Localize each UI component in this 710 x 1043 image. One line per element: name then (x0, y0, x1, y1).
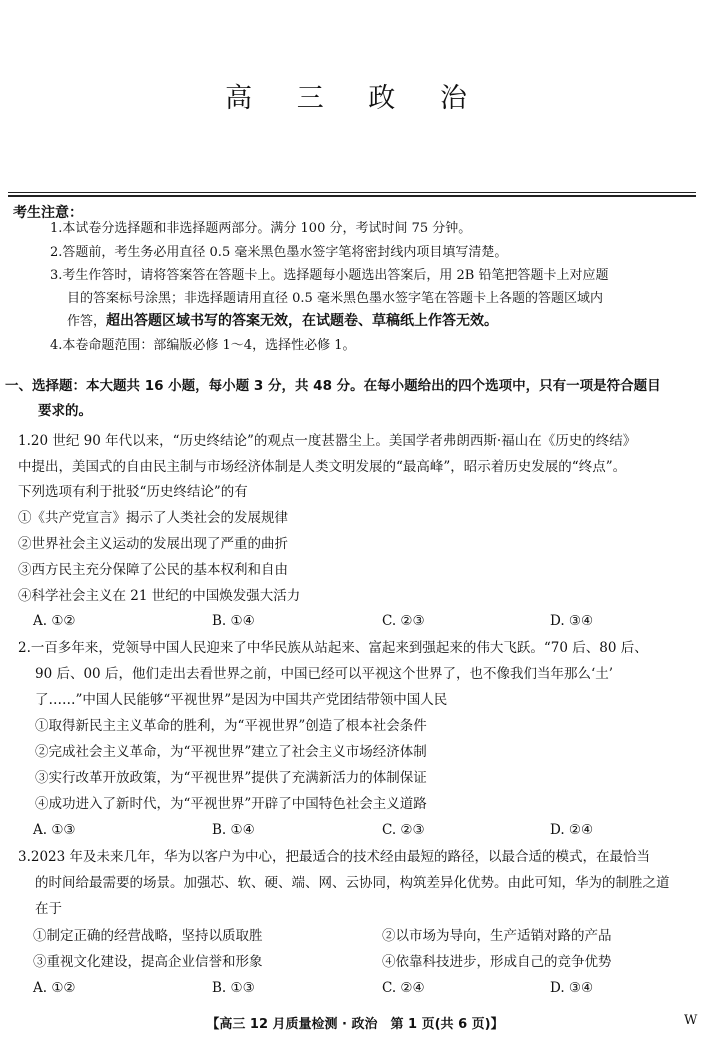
question-item: ③实行改革开放政策，为“平视世界”提供了充满新活力的体制保证 (35, 770, 427, 786)
answer-option-b: B. ①④ (212, 822, 255, 838)
question-item: ①《共产党宣言》揭示了人类社会的发展规律 (18, 510, 288, 526)
notice-heading: 考生注意： (13, 205, 83, 221)
question-item: ③西方民主充分保障了公民的基本权利和自由 (18, 562, 288, 578)
question-stem: 的时间给最需要的场景。加强芯、软、硬、端、网、云协同，构筑差异化优势。由此可知，华为的制胜之道 (35, 875, 670, 891)
question-stem: 在于 (35, 901, 62, 917)
question-item: ①制定正确的经营战略，坚持以质取胜 (33, 928, 263, 944)
page-title: 高 三 政 治 (225, 83, 485, 114)
notice-item: 2.答题前，考生务必用直径 0.5 毫米黑色墨水签字笔将密封线内项目填写清楚。 (50, 245, 508, 260)
answer-option-b: B. ①③ (212, 980, 255, 996)
answer-option-d: D. ③④ (550, 613, 594, 629)
question-item: ①取得新民主主义革命的胜利，为“平视世界”创造了根本社会条件 (35, 718, 427, 734)
question-stem: 1.20 世纪 90 年代以来，“历史终结论”的观点一度甚嚣尘上。美国学者弗朗西斯·福山在《历史的终结》 (18, 433, 637, 449)
notice-emphasis: 超出答题区域书写的答案无效，在试题卷、草稿纸上作答无效。 (106, 313, 499, 329)
answer-option-a: A. ①③ (33, 822, 76, 838)
section-heading: 一、选择题：本大题共 16 小题，每小题 3 分，共 48 分。在每小题给出的四个选项中，只有一项是符合题目 (5, 378, 661, 394)
question-item: ③重视文化建设，提高企业信誉和形象 (33, 954, 263, 970)
question-stem: 了……”中国人民能够“平视世界”是因为中国共产党团结带领中国人民 (35, 692, 448, 708)
answer-option-c: C. ②④ (382, 980, 425, 996)
question-item: ④科学社会主义在 21 世纪的中国焕发强大活力 (18, 588, 301, 604)
notice-item: 3.考生作答时，请将答案答在答题卡上。选择题每小题选出答案后，用 2B 铅笔把答题卡上对应题 (50, 268, 609, 283)
answer-option-d: D. ②④ (550, 822, 594, 838)
answer-option-d: D. ③④ (550, 980, 594, 996)
header-rule-thin (8, 192, 696, 193)
question-stem: 中提出，美国式的自由民主制与市场经济体制是人类文明发展的“最高峰”，昭示着历史发展的“终点”。 (18, 459, 627, 475)
notice-item-continued: 目的答案标号涂黑；非选择题请用直径 0.5 毫米黑色墨水签字笔在答题卡上各题的答题区域内 (67, 291, 603, 306)
question-stem: 90 后、00 后，他们走出去看世界之前，中国已经可以平视这个世界了，也不像我们当年那么‘土’ (35, 666, 614, 682)
header-rule-thick (8, 195, 696, 197)
section-heading-continued: 要求的。 (38, 403, 92, 419)
notice-text: 作答， (67, 314, 107, 329)
question-item: ④依靠科技进步，形成自己的竞争优势 (382, 954, 612, 970)
answer-option-a: A. ①② (33, 613, 76, 629)
question-stem: 下列选项有利于批驳“历史终结论”的有 (18, 484, 248, 500)
answer-option-a: A. ①② (33, 980, 76, 996)
question-item: ②以市场为导向，生产适销对路的产品 (382, 928, 612, 944)
question-item: ②完成社会主义革命，为“平视世界”建立了社会主义市场经济体制 (35, 744, 427, 760)
question-item: ②世界社会主义运动的发展出现了严重的曲折 (18, 536, 288, 552)
footer-mark: W (684, 1013, 698, 1028)
answer-option-c: C. ②③ (382, 613, 425, 629)
question-item: ④成功进入了新时代，为“平视世界”开辟了中国特色社会主义道路 (35, 796, 427, 812)
page-footer: 【高三 12 月质量检测 · 政治 第 1 页(共 6 页)】 (206, 1017, 504, 1032)
question-stem: 3.2023 年及未来几年，华为以客户为中心，把最适合的技术经由最短的路径，以最合适的模式，在最恰当 (18, 849, 651, 865)
question-stem: 2.一百多年来，党领导中国人民迎来了中华民族从站起来、富起来到强起来的伟大飞跃。“70 后、80 后、 (18, 640, 648, 656)
notice-item-continued (67, 311, 710, 332)
notice-item: 4.本卷命题范围：部编版必修 1～4，选择性必修 1。 (50, 338, 356, 353)
answer-option-c: C. ②③ (382, 822, 425, 838)
answer-option-b: B. ①④ (212, 613, 255, 629)
notice-item: 1.本试卷分选择题和非选择题两部分。满分 100 分，考试时间 75 分钟。 (50, 221, 472, 236)
